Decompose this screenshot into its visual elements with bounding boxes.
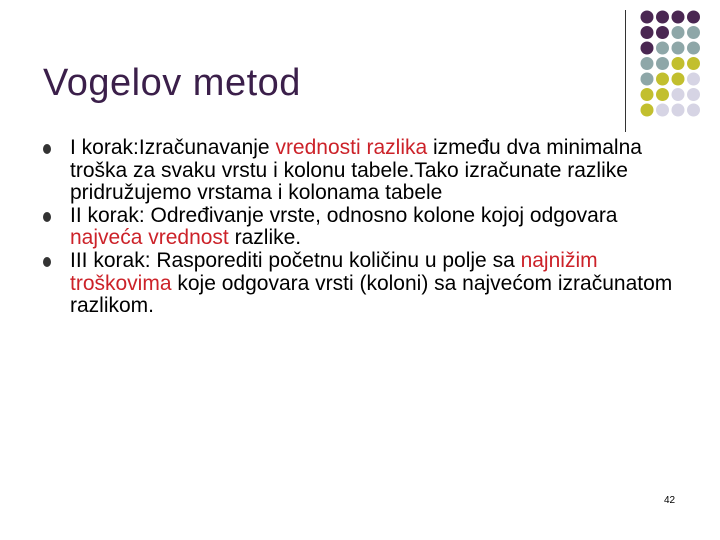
decorative-dot	[656, 57, 669, 70]
decorative-dot	[641, 88, 654, 101]
decorative-dot	[641, 73, 654, 86]
decorative-dot	[641, 26, 654, 39]
bullet-text: II korak: Određivanje vrste, odnosno kolone kojoj odgovara	[70, 203, 618, 227]
bullet-text: koje odgovara vrsti (koloni) sa najvećom izračunatom razlikom.	[70, 271, 673, 318]
decorative-dot	[656, 11, 669, 24]
bullet-text: III korak: Rasporediti početnu količinu u polje sa	[70, 248, 521, 272]
decorative-dot	[687, 73, 700, 86]
decorative-dot	[687, 42, 700, 55]
bullet-list	[43, 137, 683, 318]
highlighted-text: vrednosti razlika	[275, 136, 428, 159]
decorative-dot	[641, 11, 654, 24]
decorative-dot	[672, 26, 685, 39]
decorative-dot	[687, 104, 700, 117]
decorative-dot	[672, 104, 685, 117]
bullet-dot-icon	[43, 212, 51, 222]
bullet-item	[43, 137, 683, 205]
bullet-item	[43, 250, 683, 318]
decorative-dot	[641, 42, 654, 55]
decorative-dot	[641, 104, 654, 117]
bullet-text: I korak:Izračunavanje	[70, 136, 276, 159]
bullet-dot-icon	[43, 144, 51, 154]
decorative-dot	[672, 57, 685, 70]
bullet-text: razlike.	[228, 226, 302, 250]
decorative-dot	[656, 73, 669, 86]
decorative-dot	[687, 11, 700, 24]
decorative-dot	[672, 11, 685, 24]
decorative-dot	[672, 42, 685, 55]
highlighted-text: najnižim troškovima	[70, 248, 598, 295]
decorative-dot	[656, 42, 669, 55]
bullet-text: između dva minimalna troška za svaku vrstu i kolonu tabele.Tako izračunate razlike pridružujemo vrstama i kolonama tabele	[70, 136, 642, 205]
title-vertical-rule	[625, 10, 626, 132]
decorative-dot	[672, 73, 685, 86]
slide-title: Vogelov metod	[43, 62, 301, 104]
decorative-dot	[656, 104, 669, 117]
decorative-dot	[656, 26, 669, 39]
decorative-dot	[687, 88, 700, 101]
decorative-dot	[687, 57, 700, 70]
decorative-dot	[641, 57, 654, 70]
page-number: 42	[664, 495, 676, 506]
bullet-item	[43, 205, 683, 250]
decorative-dot	[656, 88, 669, 101]
decorative-dot	[672, 88, 685, 101]
bullet-dot-icon	[43, 257, 51, 267]
decorative-dot	[687, 26, 700, 39]
highlighted-text: najveća vrednost	[70, 226, 229, 250]
